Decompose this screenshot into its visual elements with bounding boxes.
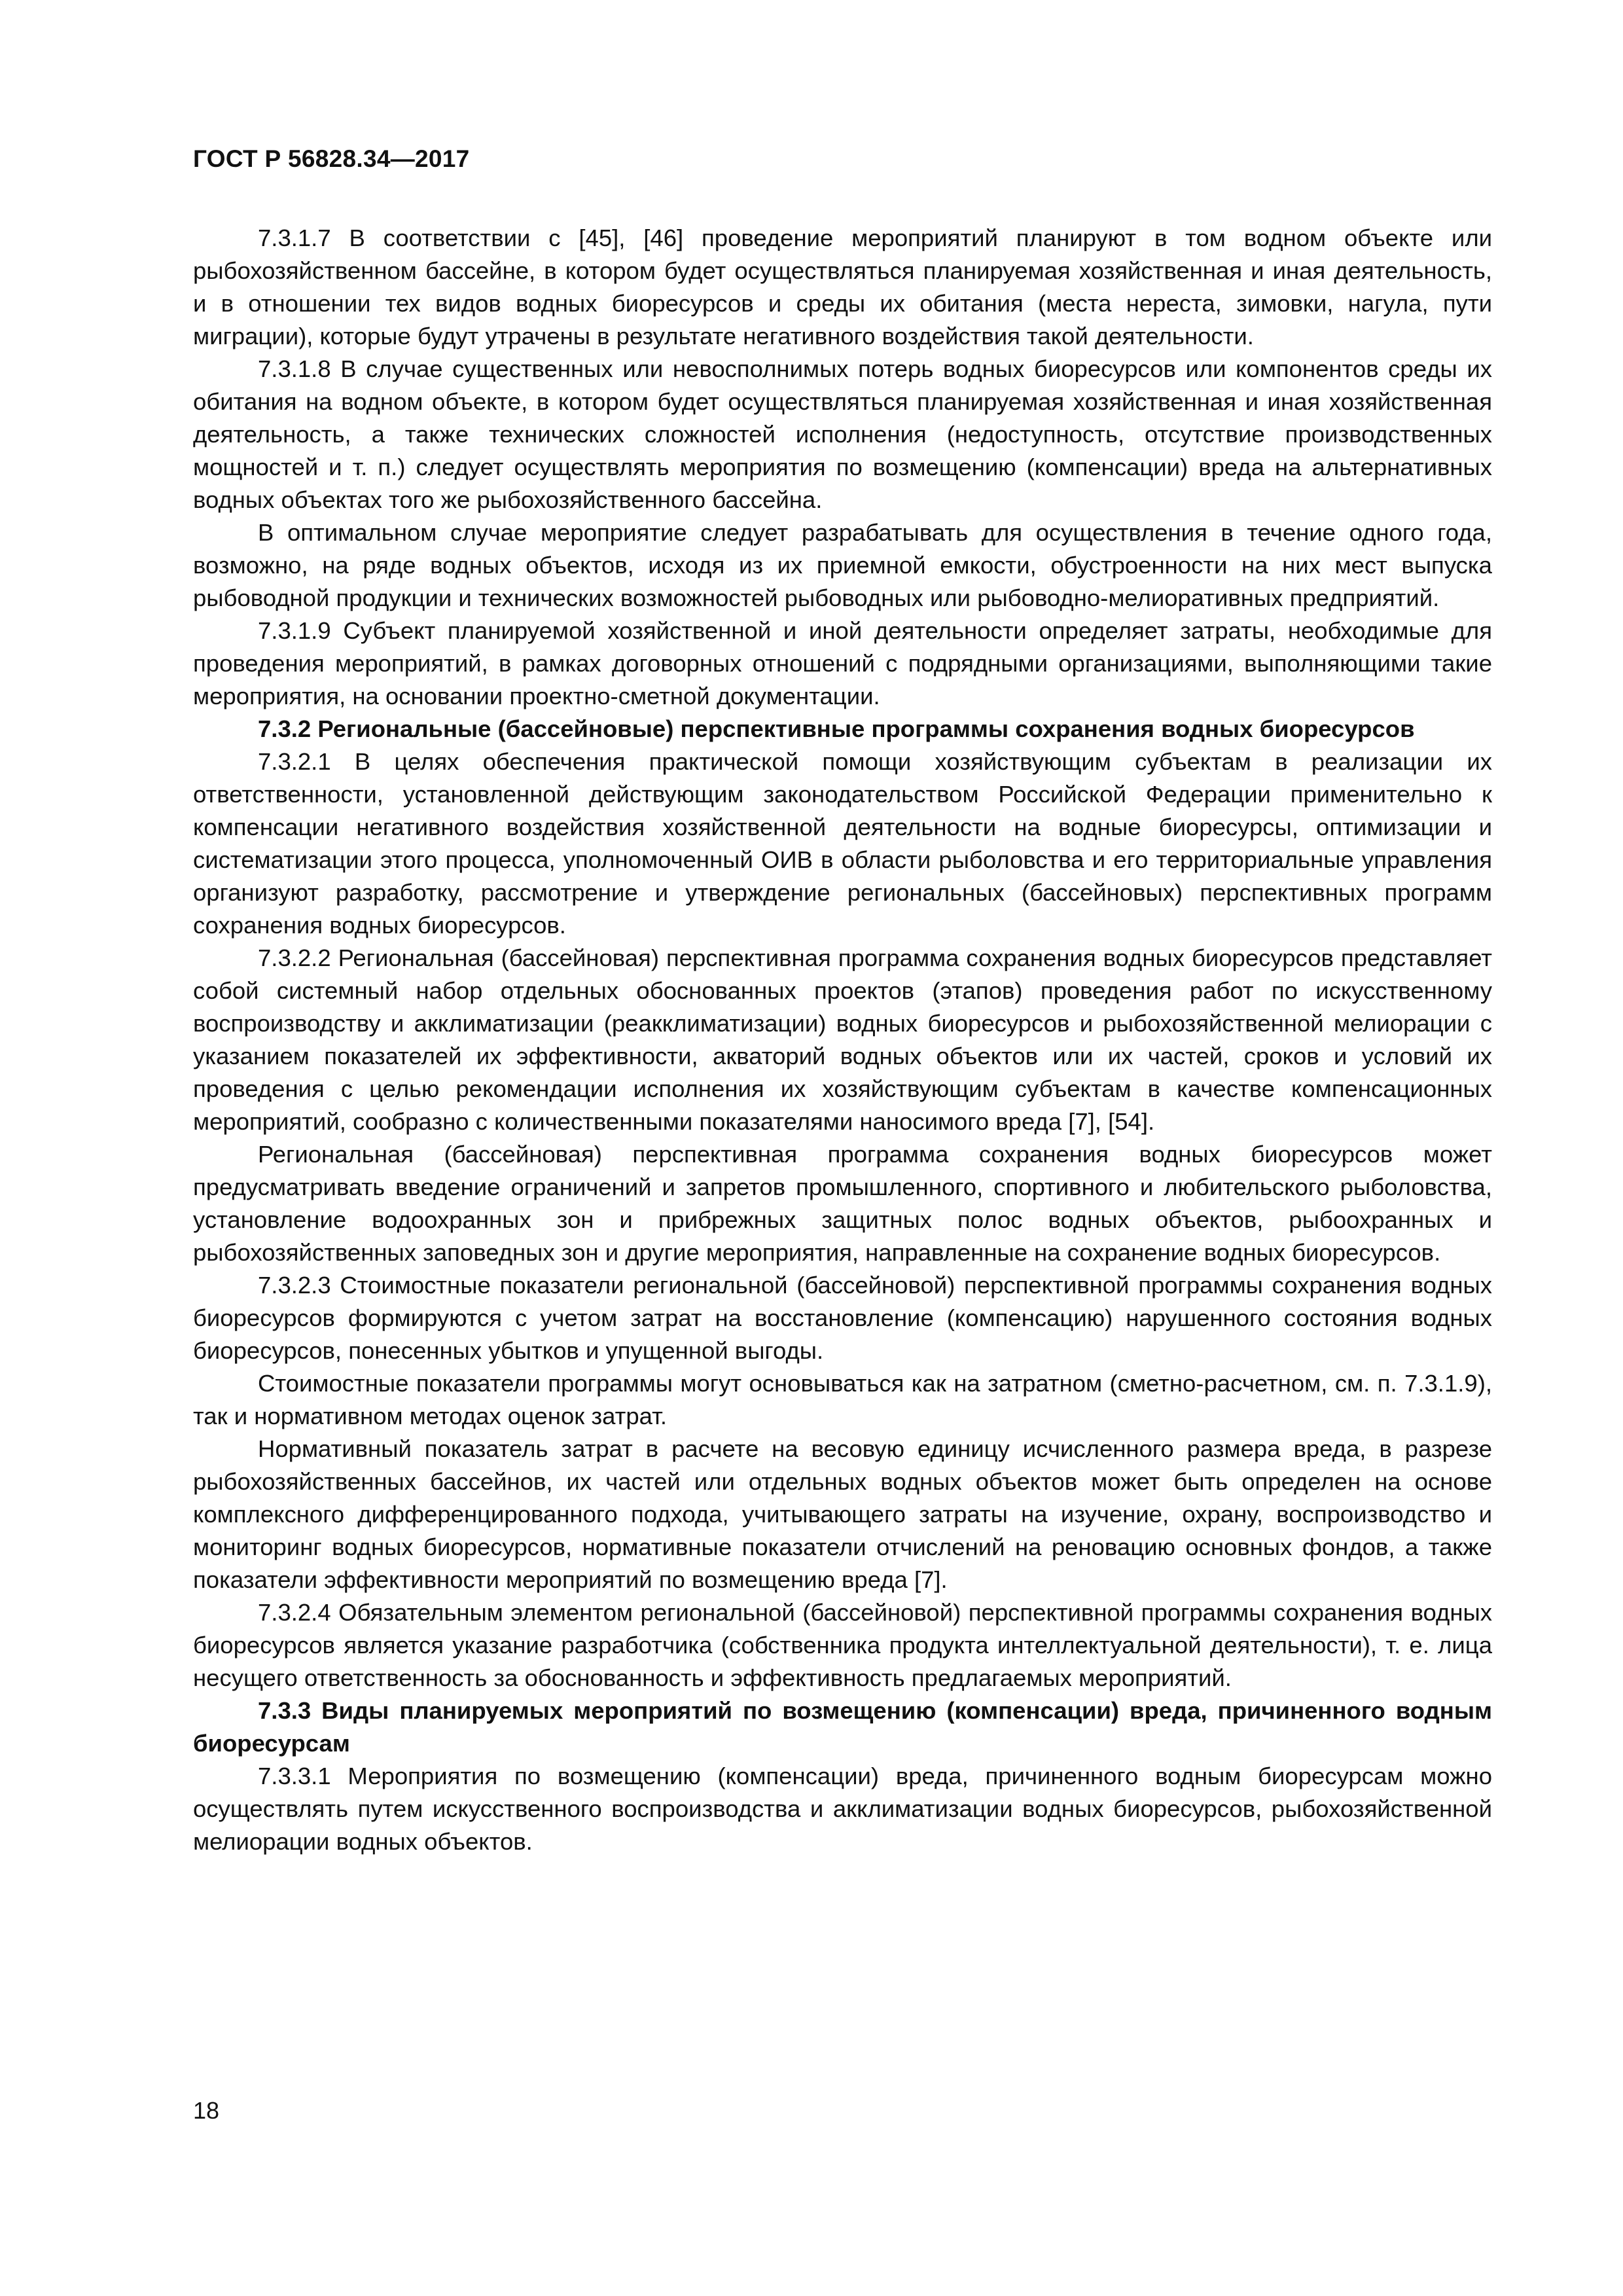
section-heading-7-3-2: 7.3.2 Региональные (бассейновые) перспективные программы сохранения водных биоресурсов [258, 715, 1415, 742]
paragraph-7-3-1-9: 7.3.1.9 Субъект планируемой хозяйственной и иной деятельности определяет затраты, необходимые для проведения мероприятий, в рамках договорных отношений с подрядными организациями, выполняющими такие мероприятия, на основании проектно-сметной документации. [193, 617, 1492, 709]
document-code-header: ГОСТ Р 56828.34—2017 [193, 145, 470, 172]
paragraph-7-3-1-7: 7.3.1.7 В соответствии с [45], [46] проведение мероприятий планируют в том водном объекте или рыбохозяйственном бассейне, в котором будет осуществляться планируемая хозяйственная и иная деятельность, и в отношении тех видов водных биоресурсов и среды их обитания (места нереста, зимовки, нагула, пути миграции), которые будут утрачены в результате негативного воздействия такой деятельности. [193, 224, 1492, 350]
paragraph-7-3-2-1: 7.3.2.1 В целях обеспечения практической помощи хозяйствующим субъектам в реализации их ответственности, установленной действующим законодательством Российской Федерации применительно к компенсации негативного воздействия хозяйственной деятельности на водные биоресурсы, оптимизации и систематизации этого процесса, уполномоченный ОИВ в области рыболовства и его территориальные управления организуют разработку, рассмотрение и утверждение региональных (бассейновых) перспективных программ сохранения водных биоресурсов. [193, 748, 1492, 939]
paragraph-7-3-2-3: 7.3.2.3 Стоимостные показатели региональной (бассейновой) перспективной программы сохранения водных биоресурсов формируются с учетом затрат на восстановление (компенсацию) нарушенного состояния водных биоресурсов, понесенных убытков и упущенной выгоды. [193, 1272, 1492, 1364]
document-body [193, 222, 1492, 1858]
section-heading-7-3-3: 7.3.3 Виды планируемых мероприятий по возмещению (компенсации) вреда, причиненного водным биоресурсам [193, 1697, 1492, 1757]
page-number: 18 [193, 2097, 220, 2124]
paragraph-7-3-2-2: 7.3.2.2 Региональная (бассейновая) перспективная программа сохранения водных биоресурсов представляет собой системный набор отдельных обоснованных проектов (этапов) проведения работ по искусственному воспроизводству и акклиматизации (реакклиматизации) водных биоресурсов и рыбохозяйственной мелиорации с указанием показателей их эффективности, акваторий водных объектов или их частей, сроков и условий их проведения с целью рекомендации исполнения их хозяйствующим субъектам в качестве компенсационных мероприятий, сообразно с количественными показателями наносимого вреда [7], [54]. [193, 944, 1492, 1135]
paragraph-7-3-3-1: 7.3.3.1 Мероприятия по возмещению (компенсации) вреда, причиненного водным биоресурсам можно осуществлять путем искусственного воспроизводства и акклиматизации водных биоресурсов, рыбохозяйственной мелиорации водных объектов. [193, 1763, 1492, 1855]
paragraph-cost-indicators: Стоимостные показатели программы могут основываться как на затратном (сметно-расчетном, см. п. 7.3.1.9), так и нормативном методах оценок затрат. [193, 1370, 1492, 1429]
paragraph-7-3-2-4: 7.3.2.4 Обязательным элементом региональной (бассейновой) перспективной программы сохранения водных биоресурсов является указание разработчика (собственника продукта интеллектуальной деятельности), т. е. лица несущего ответственность за обоснованность и эффективность предлагаемых мероприятий. [193, 1599, 1492, 1691]
paragraph-7-3-1-8: 7.3.1.8 В случае существенных или невосполнимых потерь водных биоресурсов или компонентов среды их обитания на водном объекте, в котором будет осуществляться планируемая хозяйственная и иная хозяйственная деятельность, а также технических сложностей исполнения (недоступность, отсутствие производственных мощностей и т. п.) следует осуществлять мероприятия по возмещению (компенсации) вреда на альтернативных водных объектах того же рыбохозяйственного бассейна. [193, 355, 1492, 513]
paragraph-optimal-case: В оптимальном случае мероприятие следует разрабатывать для осуществления в течение одного года, возможно, на ряде водных объектов, исходя из их приемной емкости, обустроенности на них мест выпуска рыбоводной продукции и технических возможностей рыбоводных или рыбоводно-мелиоративных предприятий. [193, 519, 1492, 611]
paragraph-regional-program: Региональная (бассейновая) перспективная программа сохранения водных биоресурсов может предусматривать введение ограничений и запретов промышленного, спортивного и любительского рыболовства, установление водоохранных зон и прибрежных защитных полос водных объектов, рыбоохранных и рыбохозяйственных заповедных зон и другие мероприятия, направленные на сохранение водных биоресурсов. [193, 1141, 1492, 1266]
paragraph-normative-indicator: Нормативный показатель затрат в расчете на весовую единицу исчисленного размера вреда, в разрезе рыбохозяйственных бассейнов, их частей или отдельных водных объектов может быть определен на основе комплексного дифференцированного подхода, учитывающего затраты на изучение, охрану, воспроизводство и мониторинг водных биоресурсов, нормативные показатели отчислений на реновацию основных фондов, а также показатели эффективности мероприятий по возмещению вреда [7]. [193, 1435, 1492, 1593]
